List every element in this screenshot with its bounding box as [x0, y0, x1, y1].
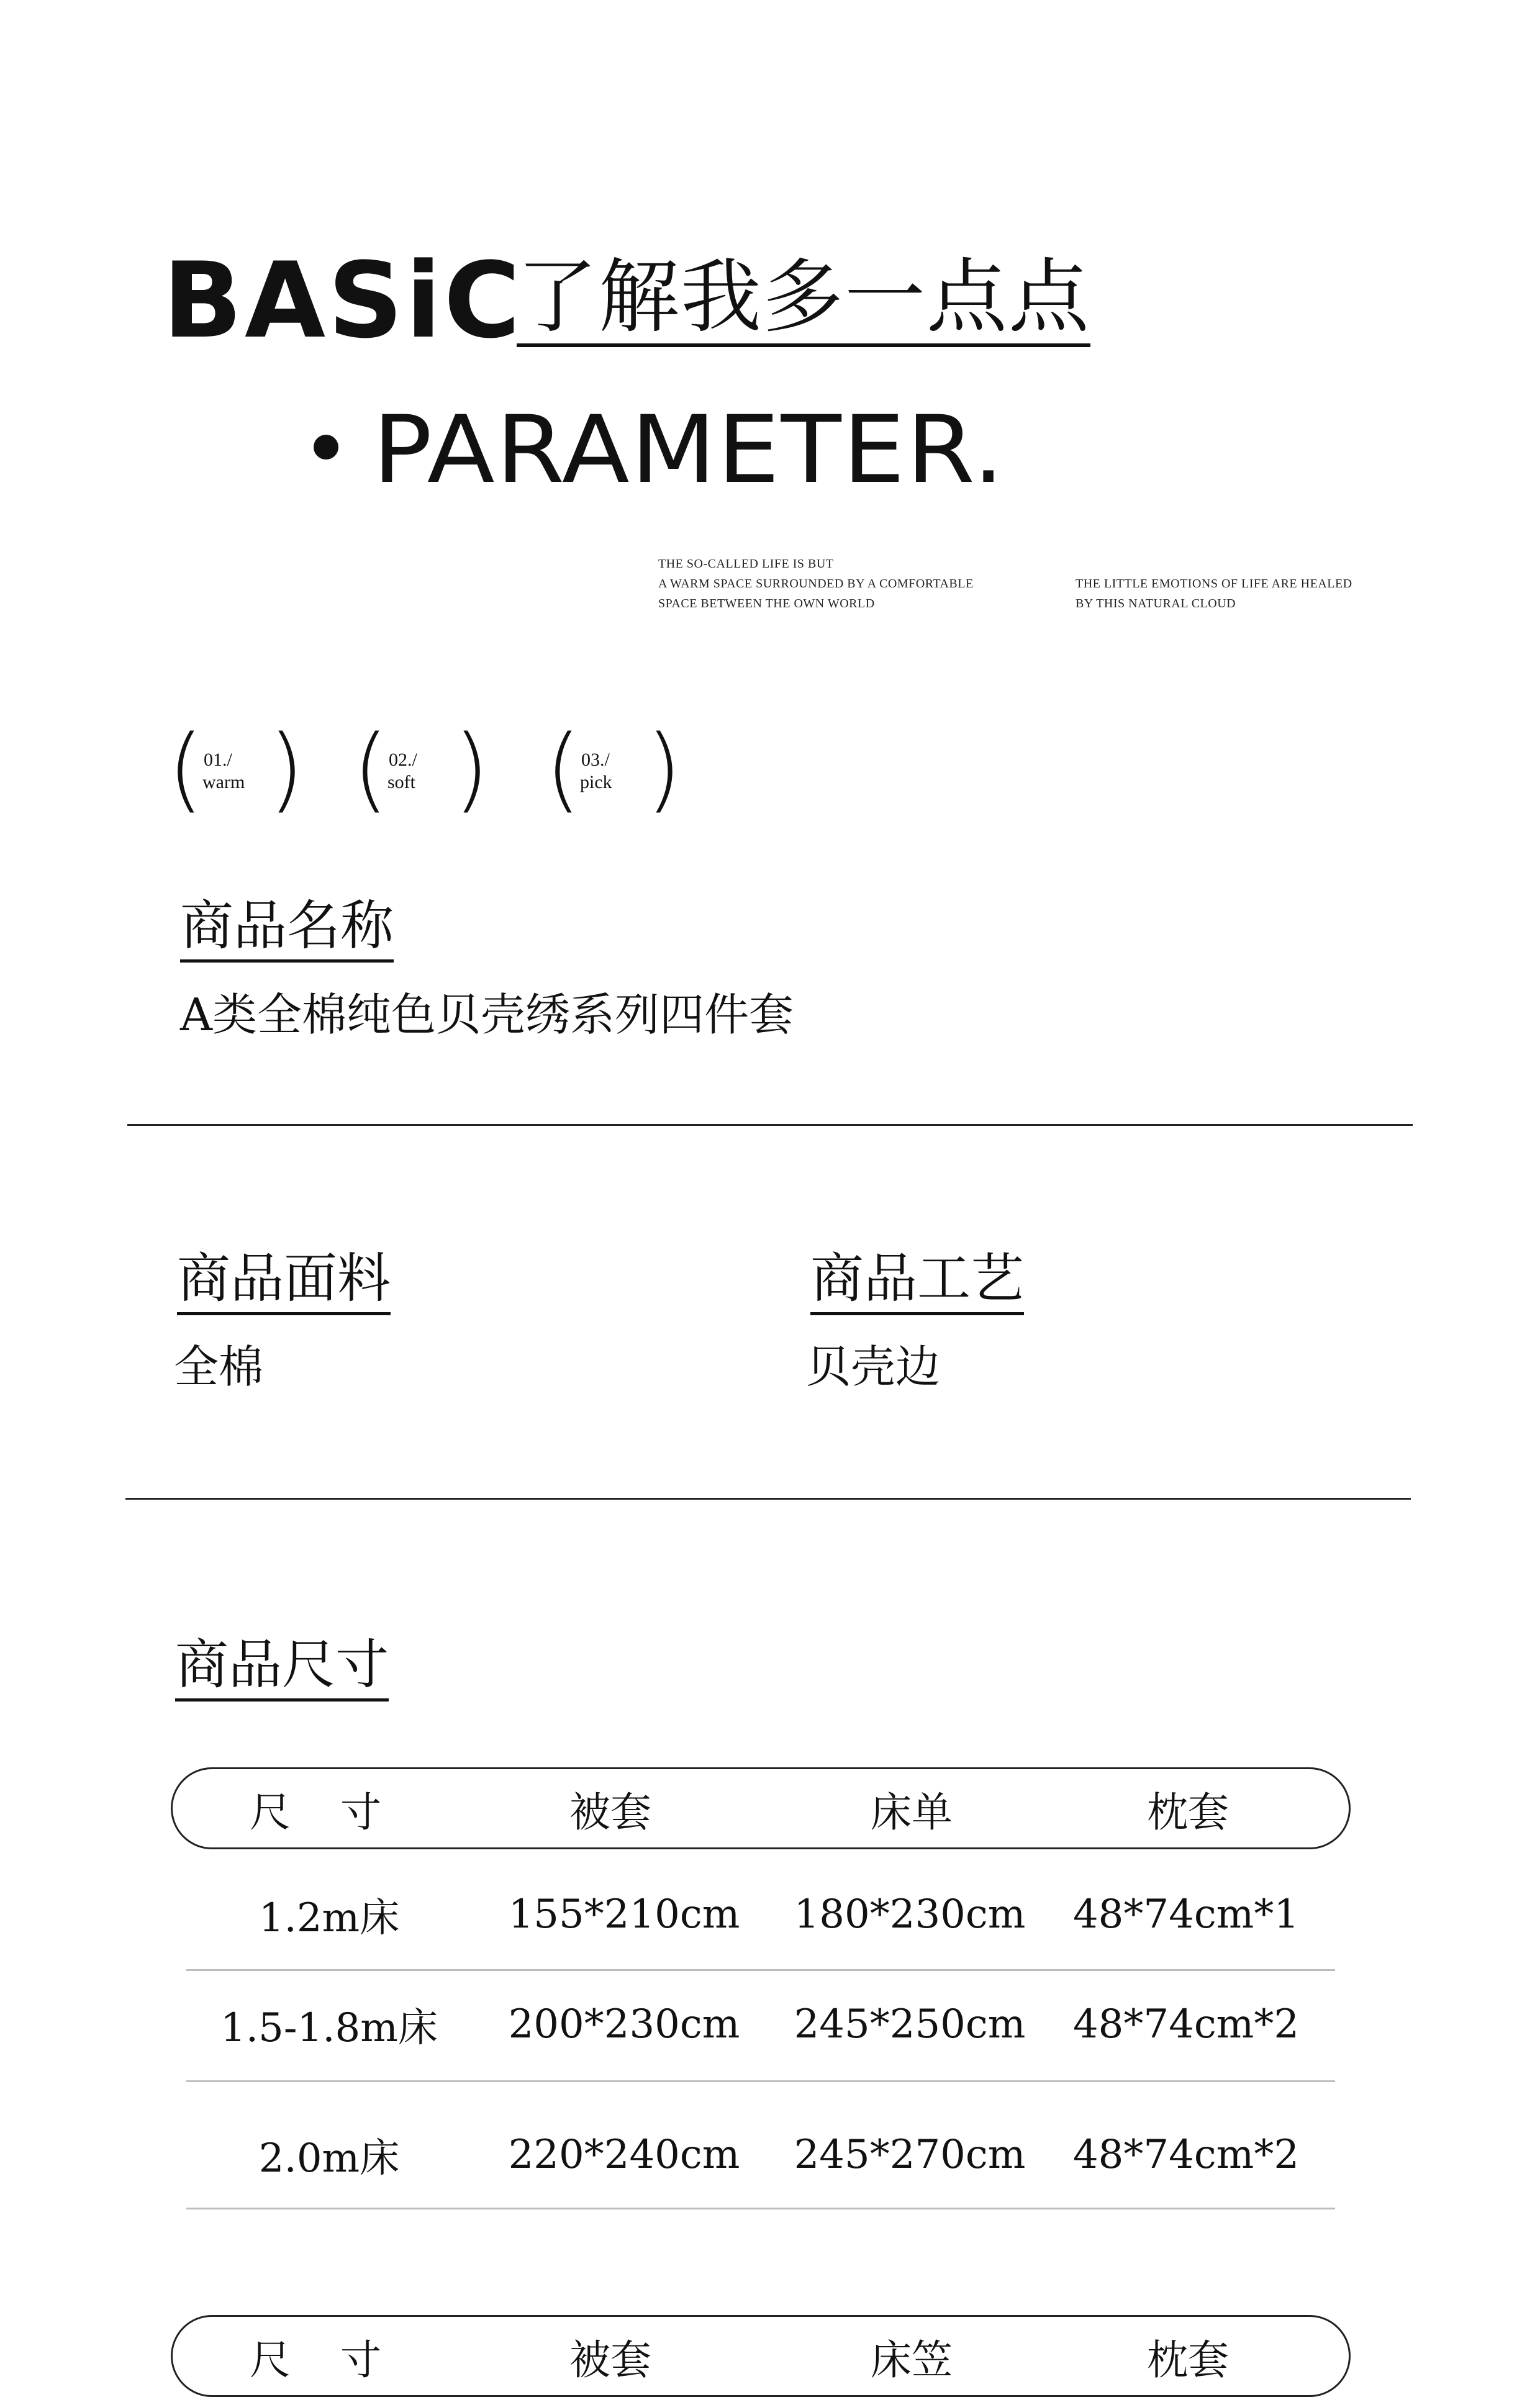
col-header-pillowcase: 枕套 — [1147, 1788, 1229, 1836]
col-header-size: 尺寸 — [250, 1788, 431, 1836]
col-header-duvet: 被套 — [569, 1788, 651, 1836]
row-divider — [186, 2080, 1335, 2082]
bullet-dot — [314, 435, 338, 460]
divider — [125, 1498, 1411, 1500]
col-header-duvet: 被套 — [569, 2336, 651, 2384]
craft-value: 贝壳边 — [806, 1341, 941, 1393]
pill-soft: ( 02./ soft ) — [353, 715, 489, 822]
table-row: 2.0m床 220*240cm 245*270cm 48*74cm*2 — [258, 2132, 1300, 2182]
table-row: 1.2m床 155*210cm 180*230cm 48*74cm*1 — [258, 1892, 1300, 1941]
col-header-size: 尺寸 — [250, 2336, 431, 2384]
tagline-right: THE LITTLE EMOTIONS OF LIFE ARE HEALED BY THIS NATURAL CLOUD — [1076, 577, 1352, 610]
pill-word: soft — [387, 772, 415, 792]
pill-word: warm — [202, 772, 245, 792]
row-divider — [186, 1969, 1335, 1971]
fabric-label: 商品面料 — [177, 1248, 391, 1315]
size-table-2-header — [171, 2315, 1351, 2397]
divider — [127, 1124, 1413, 1126]
col-header-fitted-sheet: 床笠 — [871, 2336, 953, 2384]
fabric-value: 全棉 — [174, 1341, 264, 1393]
brand-logo-basic: BASiC — [163, 240, 523, 361]
table-row: 1.5-1.8m床 200*230cm 245*250cm 48*74cm*2 — [220, 2001, 1300, 2051]
tagline-left: THE SO-CALLED LIFE IS BUT A WARM SPACE SURROUNDED BY A COMFORTABLE SPACE BETWEEN THE OWN WORLD — [658, 557, 974, 610]
pill-pick: ( 03./ pick ) — [545, 715, 682, 822]
pill-number: 02./ — [389, 750, 417, 770]
pill-word: pick — [580, 772, 612, 792]
product-name-label: 商品名称 — [180, 895, 394, 963]
size-table-header — [171, 1767, 1351, 1849]
col-header-sheet: 床单 — [871, 1788, 953, 1836]
col-header-pillowcase: 枕套 — [1147, 2336, 1229, 2384]
pill-warm: ( 01./ warm ) — [168, 715, 304, 822]
pill-number: 03./ — [581, 750, 610, 770]
row-divider — [186, 2208, 1335, 2209]
brand-logo-parameter: PARAMETER. — [373, 396, 1006, 504]
header-subtitle: 了解我多一点点 — [517, 255, 1090, 347]
product-name-value: A类全棉纯色贝壳绣系列四件套 — [180, 989, 794, 1041]
pill-number: 01./ — [204, 750, 232, 770]
craft-label: 商品工艺 — [810, 1248, 1024, 1315]
size-label: 商品尺寸 — [175, 1634, 389, 1701]
